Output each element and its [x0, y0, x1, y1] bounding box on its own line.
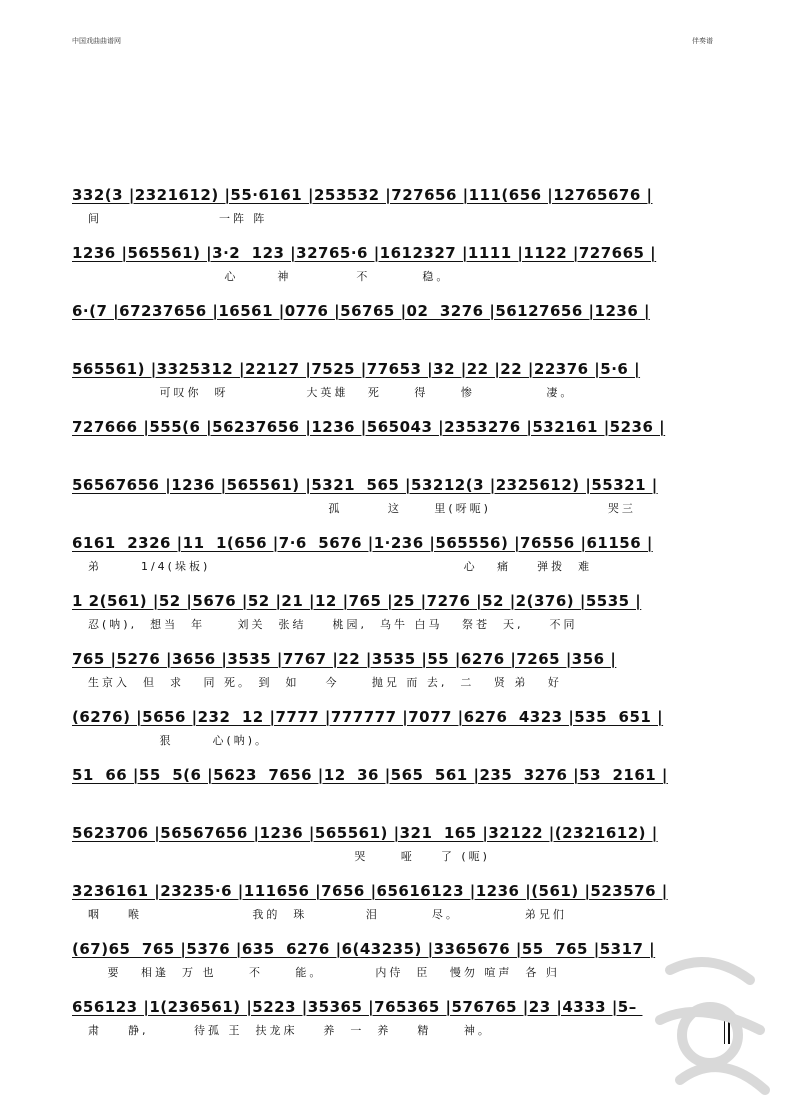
score-system: [0, 592, 790, 648]
score-system: [0, 360, 790, 416]
lyrics-line: 忍(呐), 想当 年 刘关 张结 桃园, 乌牛 白马 祭苍 天, 不同: [88, 618, 578, 631]
score-type-label: 伴奏谱: [692, 37, 713, 45]
notation-line: (6276) |5656 |232 12 |7777 |777777 |7077 |6276 4323 |535 651 |: [72, 708, 664, 726]
lyrics-line: 可叹你 呀 大英雄 死 得 惨 凄。: [88, 386, 575, 399]
notation-line: 56567656 |1236 |565561) |5321 565 |53212(3 |2325612) |55321 |: [72, 476, 658, 494]
notation-line: 765 |5276 |3656 |3535 |7767 |22 |3535 |55 |6276 |7265 |356 |: [72, 650, 617, 668]
lyrics-line: 生京入 但 求 同 死。 到 如 今 抛兄 而 去, 二 贤 弟 好: [88, 676, 562, 689]
score-system: [0, 476, 790, 532]
notation-line: 6161 2326 |11 1(656 |7·6 5676 |1·236 |565556) |76556 |61156 |: [72, 534, 653, 552]
score-system: [0, 418, 790, 474]
lyrics-line: 间 一阵 阵: [88, 212, 268, 225]
lyrics-line: 狠 心(呐)。: [88, 734, 270, 747]
lyrics-line: 孤 这 里(呀呃) 哭三: [88, 502, 636, 515]
lyrics-line: 弟 1/4(垛板) 心 痛 弹拨 难: [88, 560, 593, 573]
notation-line: 1236 |565561) |3·2 123 |32765·6 |1612327 |1111 |1122 |727665 |: [72, 244, 657, 262]
notation-line: (67)65 765 |5376 |635 6276 |6(43235) |3365676 |55 765 |5317 |: [72, 940, 656, 958]
notation-line: 1 2(561) |52 |5676 |52 |21 |12 |765 |25 |7276 |52 |2(376) |5535 |: [72, 592, 642, 610]
notation-line: 727666 |555(6 |56237656 |1236 |565043 |2353276 |532161 |5236 |: [72, 418, 666, 436]
score-system: [0, 766, 790, 822]
lyrics-line: 心 神 不 稳。: [88, 270, 451, 283]
notation-line: 3236161 |23235·6 |111656 |7656 |65616123 |1236 |(561) |523576 |: [72, 882, 668, 900]
score-system: [0, 650, 790, 706]
notation-line: 51 66 |55 5(6 |5623 7656 |12 36 |565 561 |235 3276 |53 2161 |: [72, 766, 668, 784]
score-system: [0, 186, 790, 242]
watermark-logo: [640, 940, 780, 1110]
notation-line: 332(3 |2321612) |55·6161 |253532 |727656 |111(656 |12765676 |: [72, 186, 653, 204]
lyrics-line: 哭 哑 了 (呃): [88, 850, 490, 863]
score-system: [0, 824, 790, 880]
lyrics-line: 咽 喉 我的 珠 泪 尽。 弟兄们: [88, 908, 567, 921]
score-system: [0, 244, 790, 300]
notation-line: 565561) |3325312 |22127 |7525 |77653 |32 |22 |22 |22376 |5·6 |: [72, 360, 641, 378]
lyrics-line: 肃 静, 待孤 王 扶龙床 养 一 养 精 神。: [88, 1024, 492, 1037]
lyrics-line: 要 相逢 万 也 不 能。 内侍 臣 慢勿 喧声 各 归: [88, 966, 560, 979]
site-header: 中国戏曲曲谱网: [72, 37, 121, 45]
score-system: [0, 302, 790, 358]
notation-line: 5623706 |56567656 |1236 |565561) |321 165 |32122 |(2321612) |: [72, 824, 658, 842]
score-system: [0, 882, 790, 938]
notation-line: 656123 |1(236561) |5223 |35365 |765365 |576765 |23 |4333 |5–: [72, 998, 643, 1016]
notation-line: 6·(7 |67237656 |16561 |0776 |56765 |02 3276 |56127656 |1236 |: [72, 302, 650, 320]
score-system: [0, 708, 790, 764]
score-system: [0, 534, 790, 590]
